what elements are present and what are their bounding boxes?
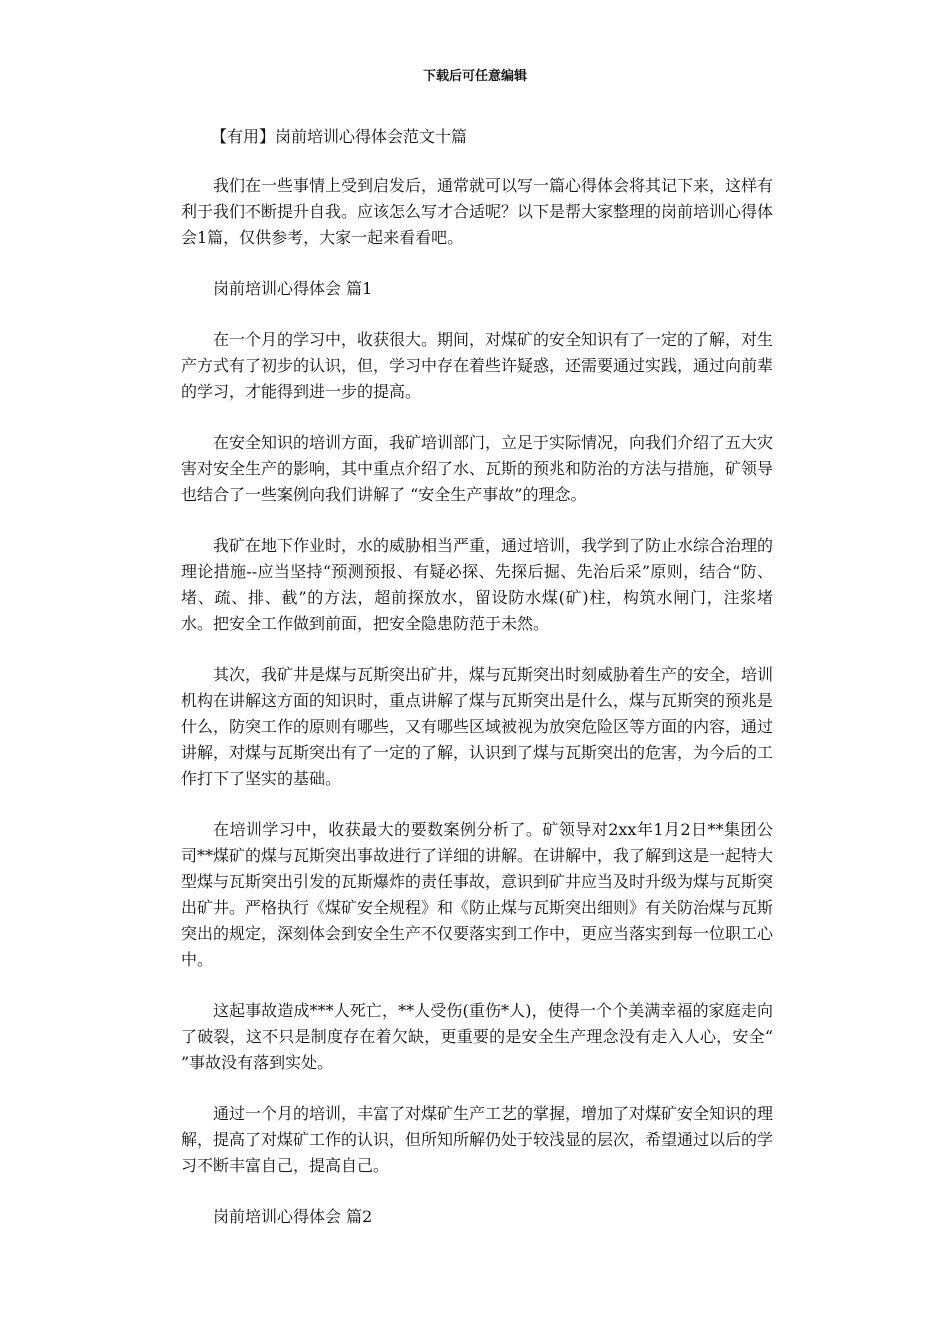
paragraph: 在安全知识的培训方面，我矿培训部门，立足于实际情况，向我们介绍了五大灾害对安全生产的影响，其中重点介绍了水、瓦斯的预兆和防治的方法与措施，矿领导也结合了一些案例向我们讲解了 “安全生产事故”的理念。	[181, 433, 774, 504]
paragraph: 通过一个月的培训，丰富了对煤矿生产工艺的掌握，增加了对煤矿安全知识的理解，提高了对煤矿工作的认识，但所知所解仍处于较浅显的层次，希望通过以后的学习不断丰富自己，提高自己。	[181, 1104, 774, 1175]
document-title: 【有用】岗前培训心得体会范文十篇	[211, 127, 468, 146]
intro-paragraph: 我们在一些事情上受到启发后，通常就可以写一篇心得体会将其记下来，这样有利于我们不断提升自我。应该怎么写才合适呢？以下是帮大家整理的岗前培训心得体会1篇，仅供参考，大家一起来看看吧。	[181, 176, 774, 247]
paragraph: 在培训学习中，收获最大的要数案例分析了。矿领导对2xx年1月2日**集团公司**煤矿的煤与瓦斯突出事故进行了详细的讲解。在讲解中，我了解到这是一起特大型煤与瓦斯突出引发的瓦斯爆炸的责任事故，意识到矿井应当及时升级为煤与瓦斯突出矿井。严格执行《煤矿安全规程》和《防止煤与瓦斯突出细则》有关防治煤与瓦斯突出的规定，深刻体会到安全生产不仅要落实到工作中，更应当落实到每一位职工心中。	[181, 820, 774, 969]
paragraph: 其次，我矿井是煤与瓦斯突出矿井，煤与瓦斯突出时刻威胁着生产的安全，培训机构在讲解这方面的知识时，重点讲解了煤与瓦斯突出是什么，煤与瓦斯突的预兆是什么，防突工作的原则有哪些，又有哪些区域被视为放突危险区等方面的内容，通过讲解，对煤与瓦斯突出有了一定的了解，认识到了煤与瓦斯突出的危害，为今后的工作打下了坚实的基础。	[181, 665, 774, 788]
paragraph: 我矿在地下作业时，水的威胁相当严重，通过培训，我学到了防止水综合治理的理论措施--应当坚持“预测预报、有疑必探、先探后掘、先治后采”原则，结合“防、堵、疏、排、截”的方法，超前探放水，留设防水煤(矿)柱，构筑水闸门，注浆堵水。把安全工作做到前面，把安全隐患防范于未然。	[181, 536, 774, 633]
document-body	[181, 124, 773, 1255]
paragraph: 这起事故造成***人死亡，**人受伤(重伤*人)，使得一个个美满幸福的家庭走向了破裂，这不只是制度存在着欠缺，更重要的是安全生产理念没有走入人心，安全“ ”事故没有落到实处。	[181, 1001, 773, 1072]
section-heading-2: 岗前培训心得体会 篇2	[213, 1207, 373, 1226]
section-heading-1: 岗前培训心得体会 篇1	[213, 279, 373, 298]
page-header: 下载后可任意编辑	[422, 69, 527, 84]
paragraph: 在一个月的学习中，收获很大。期间，对煤矿的安全知识有了一定的了解，对生产方式有了初步的认识，但，学习中存在着些许疑惑，还需要通过实践，通过向前辈的学习，才能得到进一步的提高。	[181, 330, 774, 401]
